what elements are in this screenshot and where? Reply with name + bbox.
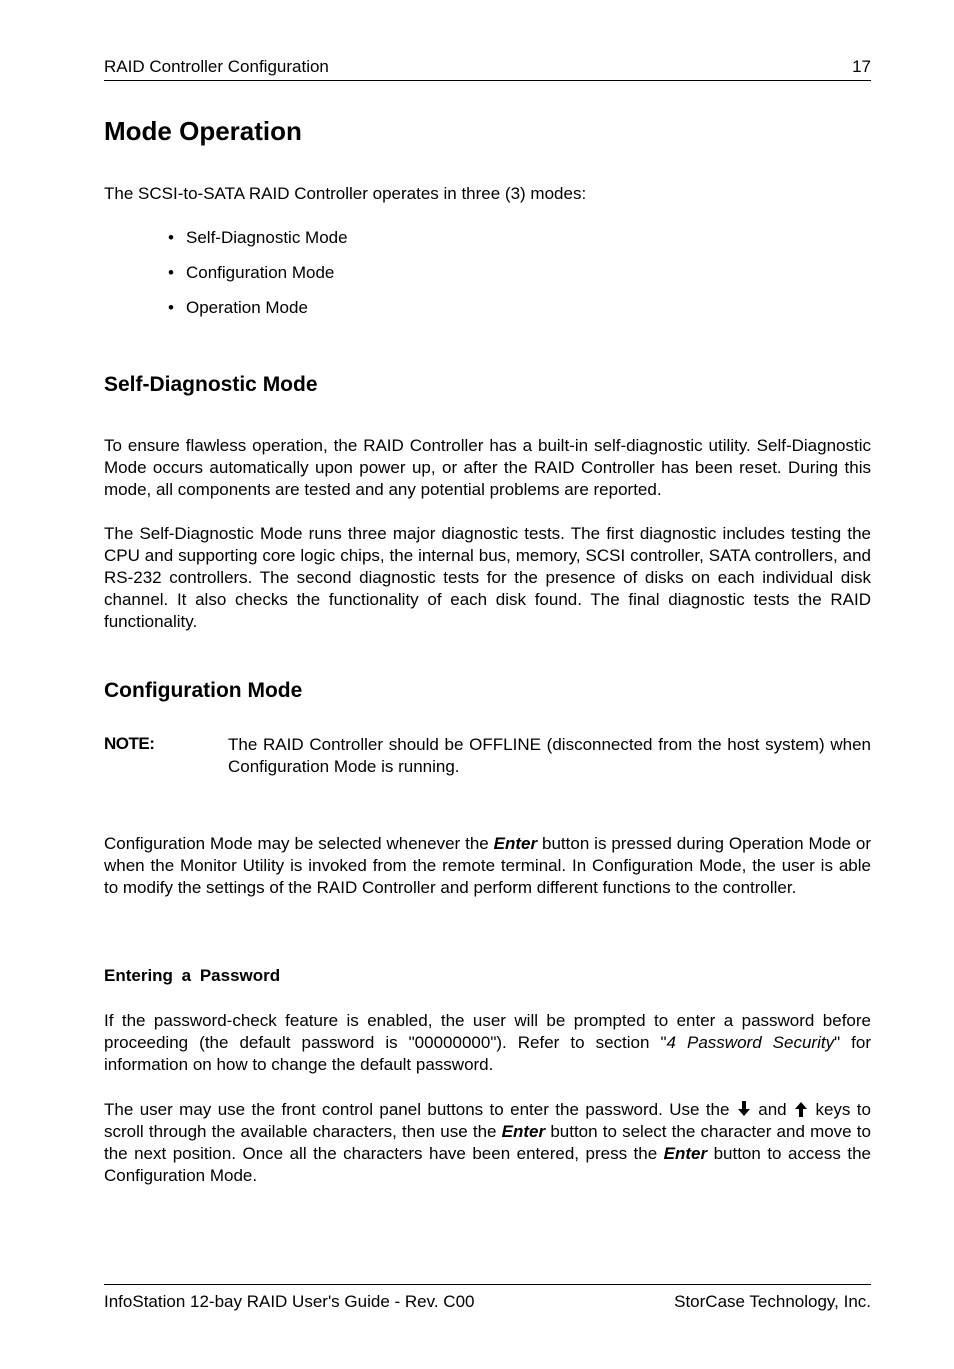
password-paragraph-1: If the password-check feature is enabled, the user will be prompted to enter a password before proceeding (the default password is "00000000"). Refer to section "4 Password Security" for information on how to change the default password. bbox=[104, 1011, 871, 1074]
section-heading-self-diagnostic: Self-Diagnostic Mode bbox=[104, 373, 318, 396]
self-diagnostic-paragraph-1: To ensure flawless operation, the RAID Controller has a built-in self-diagnostic utility. Self-Diagnostic Mode occurs automatically upon power up, or after the RAID Controller has been reset. During this mode, all components are tested and any potential problems are reported. bbox=[104, 436, 871, 499]
page-title: Mode Operation bbox=[104, 116, 302, 146]
footer-company: StorCase Technology, Inc. bbox=[674, 1292, 871, 1311]
intro-paragraph: The SCSI-to-SATA RAID Controller operates in three (3) modes: bbox=[104, 184, 587, 203]
arrow-down-icon bbox=[736, 1100, 752, 1118]
note-text: The RAID Controller should be OFFLINE (disconnected from the host system) when Configuration Mode is running. bbox=[228, 735, 871, 776]
subsection-heading-password: Entering a Password bbox=[104, 966, 281, 985]
arrow-up-icon bbox=[793, 1100, 809, 1118]
list-item: • Operation Mode bbox=[168, 298, 308, 317]
page-header bbox=[104, 56, 871, 81]
document-page bbox=[104, 0, 871, 1369]
page-number: 17 bbox=[852, 57, 871, 76]
list-item: • Self-Diagnostic Mode bbox=[168, 228, 348, 247]
self-diagnostic-paragraph-2: The Self-Diagnostic Mode runs three major diagnostic tests. The first diagnostic includes testing the CPU and supporting core logic chips, the internal bus, memory, SCSI controller, SATA controllers, and RS-232 controllers. The second diagnostic tests for the presence of disks on each individual disk channel. It also checks the functionality of each disk found. The final diagnostic tests the RAID functionality. bbox=[104, 524, 871, 631]
configuration-paragraph: Configuration Mode may be selected whenever the Enter button is pressed during Operation Mode or when the Monitor Utility is invoked from the remote terminal. In Configuration Mode, the user is able to modify the settings of the RAID Controller and perform different functions to the controller. bbox=[104, 834, 871, 897]
section-reference: 4 Password Security bbox=[666, 1033, 835, 1052]
note-label: NOTE: bbox=[104, 734, 155, 753]
header-title: RAID Controller Configuration bbox=[104, 57, 329, 76]
section-heading-configuration: Configuration Mode bbox=[104, 679, 303, 702]
page-footer bbox=[104, 1284, 871, 1313]
enter-key-label: Enter bbox=[493, 834, 538, 853]
modes-list bbox=[168, 227, 348, 332]
list-item: • Configuration Mode bbox=[168, 263, 335, 282]
enter-key-label: Enter bbox=[663, 1144, 708, 1163]
footer-document-title: InfoStation 12-bay RAID User's Guide - Rev. C00 bbox=[104, 1292, 475, 1311]
password-paragraph-2: The user may use the front control panel buttons to enter the password. Use the and keys to scroll through the available characters, then use the Enter button to select the character and move to the next position. Once all the characters have been entered, press the Enter button to access the Configuration Mode. bbox=[104, 1100, 871, 1185]
enter-key-label: Enter bbox=[501, 1122, 546, 1141]
